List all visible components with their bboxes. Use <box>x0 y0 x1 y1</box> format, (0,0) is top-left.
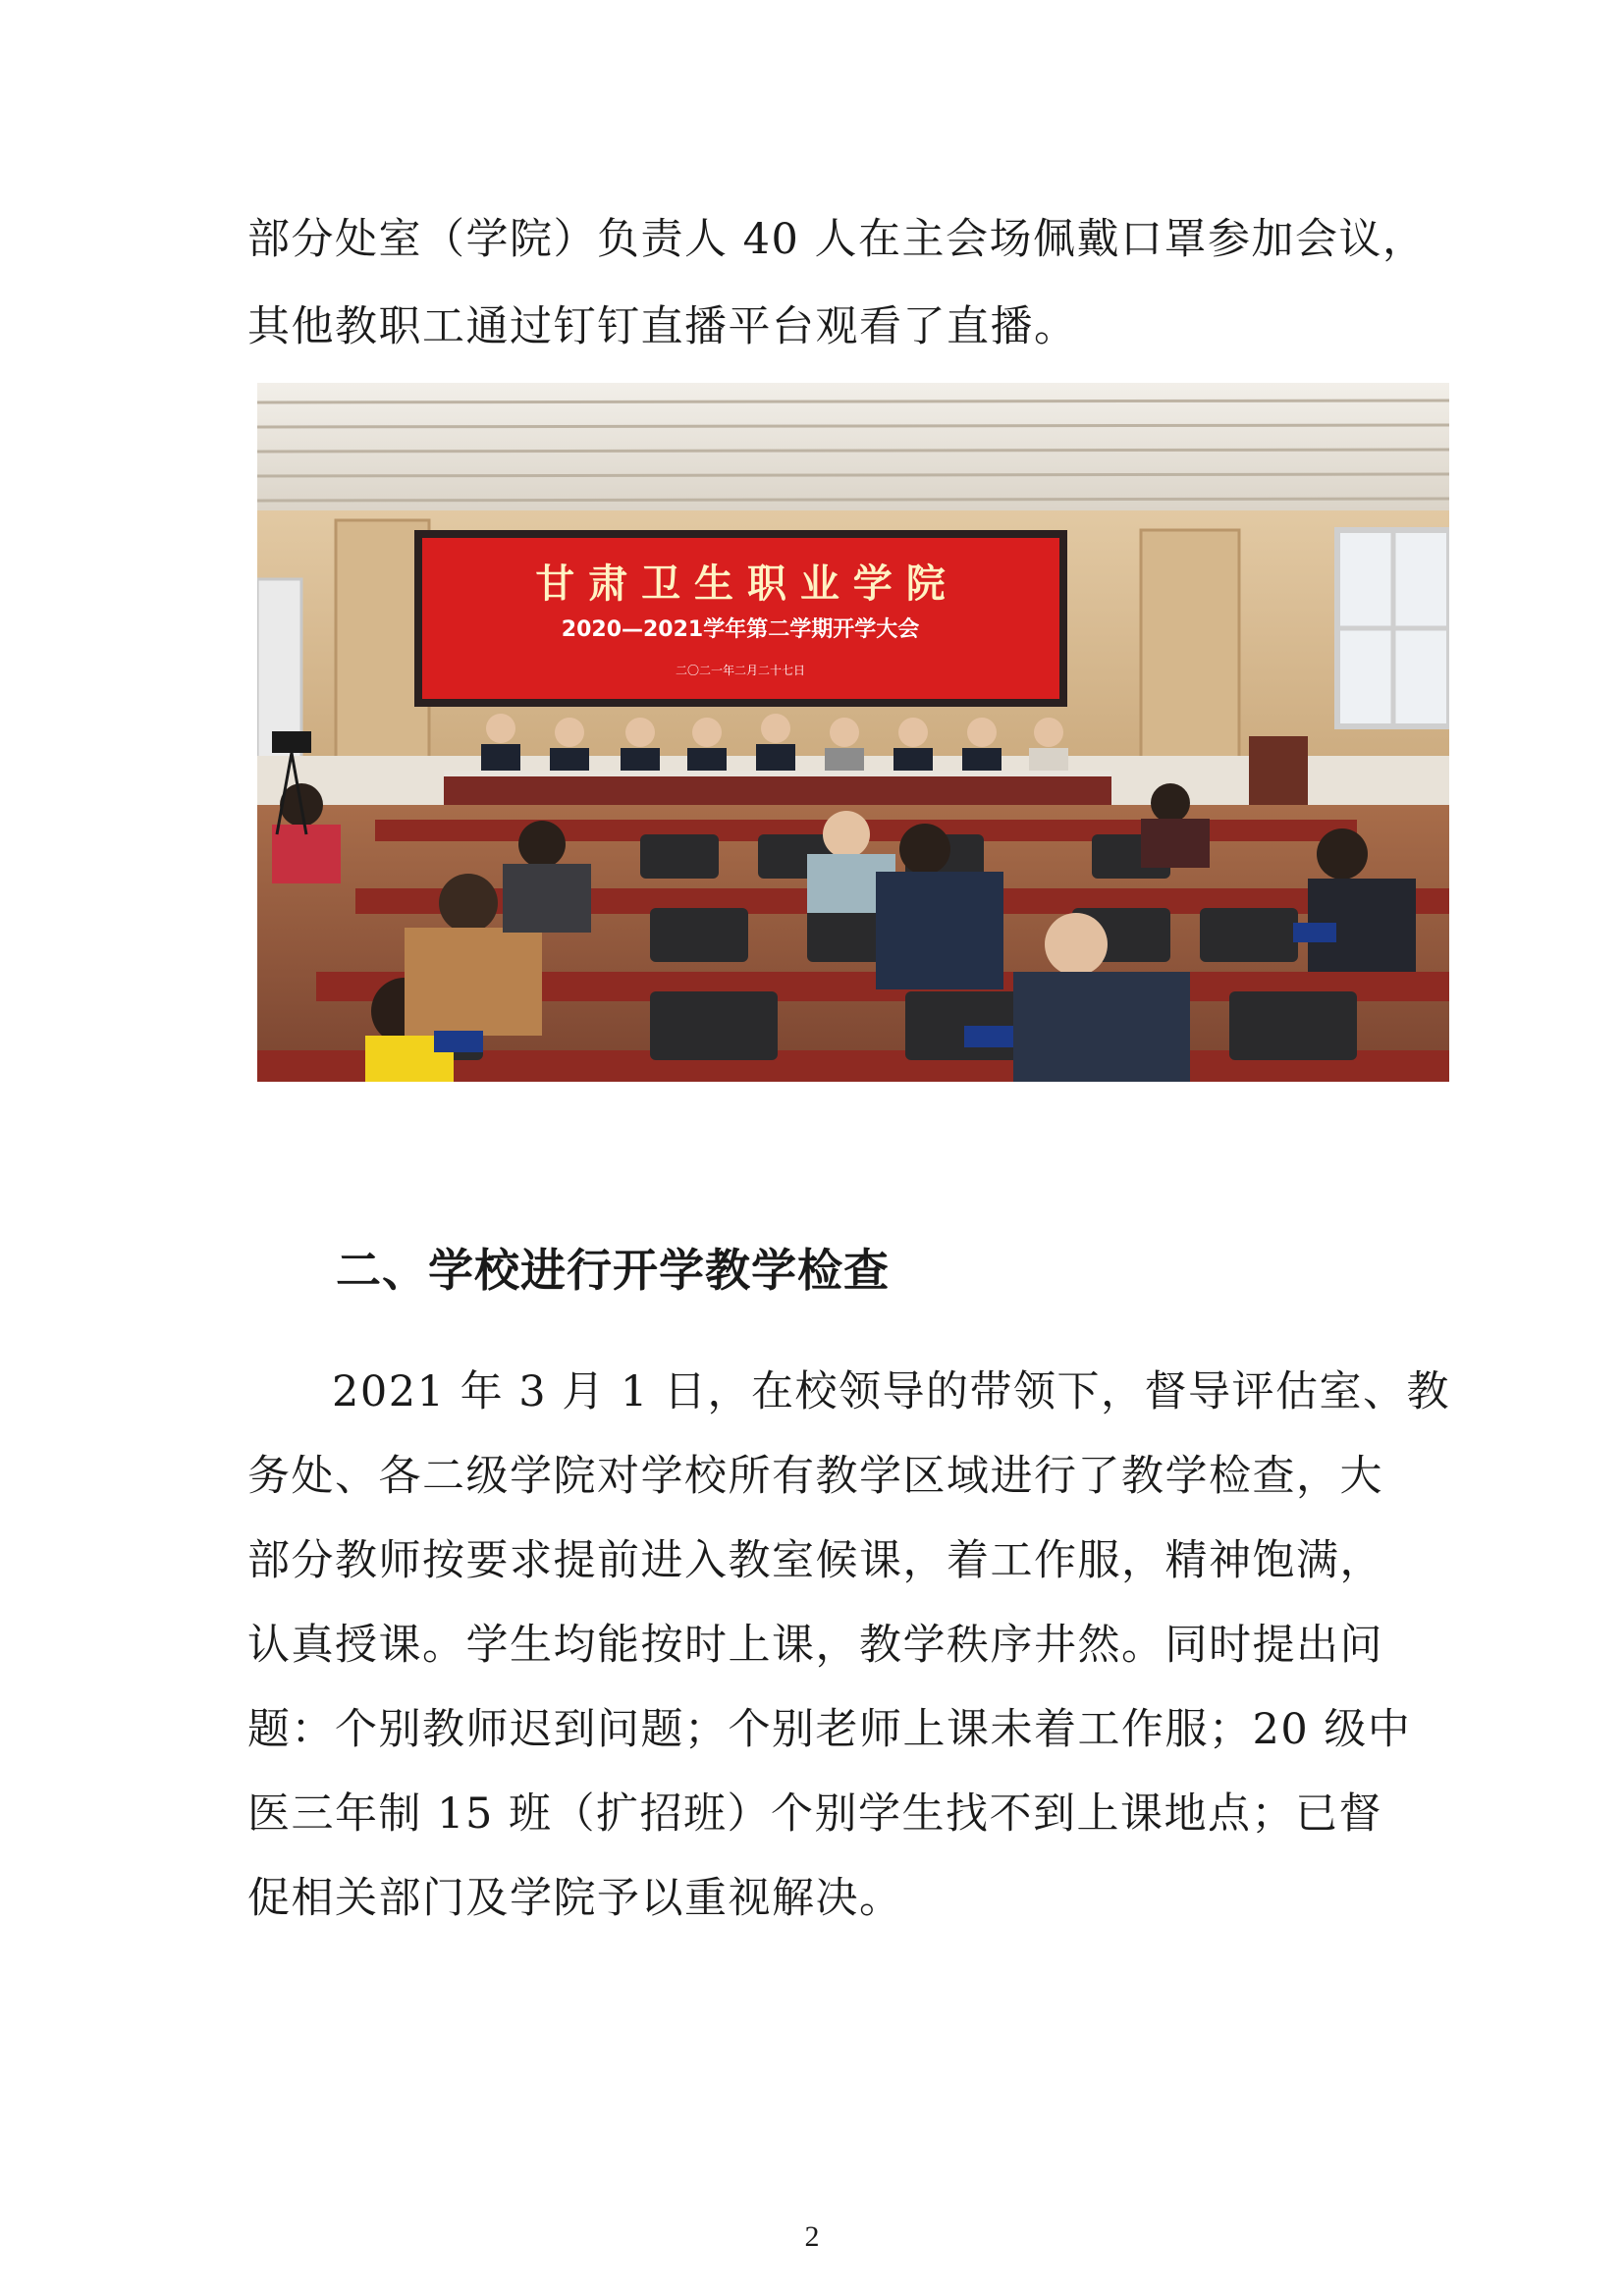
screen-date: 二〇二一年二月二十七日 <box>675 664 806 677</box>
paragraph-line: 部分处室（学院）负责人 40 人在主会场佩戴口罩参加会议， <box>247 215 1427 264</box>
screen-title: 甘 肃 卫 生 职 业 学 院 <box>535 561 946 607</box>
paragraph-line: 务处、各二级学院对学校所有教学区域进行了教学检查，大 <box>247 1452 1383 1501</box>
paragraph-line: 医三年制 15 班（扩招班）个别学生找不到上课地点；已督 <box>247 1789 1383 1839</box>
paragraph-line: 促相关部门及学院予以重视解决。 <box>247 1874 903 1923</box>
conference-photo <box>257 383 1449 1082</box>
paragraph-line: 题：个别教师迟到问题；个别老师上课未着工作服；20 级中 <box>247 1705 1412 1754</box>
screen-subtitle: 2020—2021学年第二学期开学大会 <box>561 617 920 642</box>
paragraph-line: 部分教师按要求提前进入教室候课，着工作服，精神饱满， <box>247 1536 1383 1585</box>
paragraph-line: 2021 年 3 月 1 日，在校领导的带领下，督导评估室、教 <box>332 1367 1450 1416</box>
paragraph-line: 认真授课。学生均能按时上课，教学秩序井然。同时提出问 <box>247 1621 1383 1670</box>
page-number: 2 <box>804 2220 820 2253</box>
paragraph-line: 其他教职工通过钉钉直播平台观看了直播。 <box>247 302 1078 351</box>
section-heading: 二、学校进行开学教学检查 <box>336 1244 890 1297</box>
